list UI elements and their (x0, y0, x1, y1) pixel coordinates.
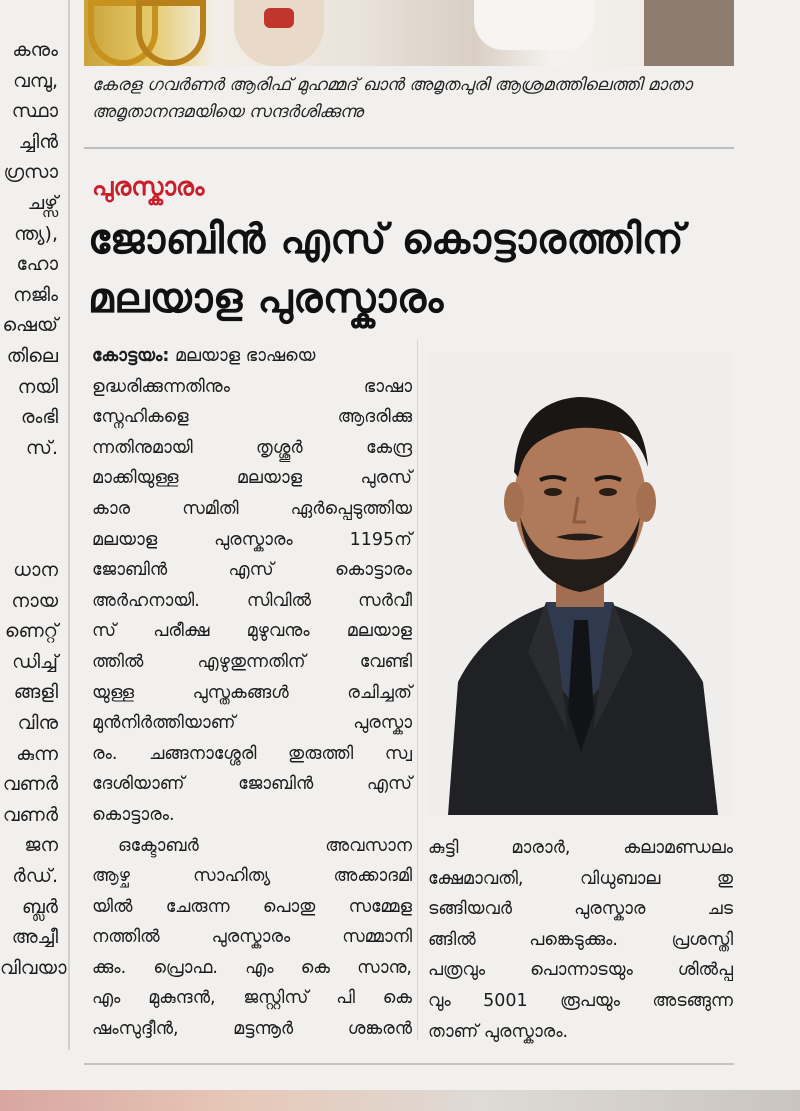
body-text-line: നത്തിൽ പുരസ്കാരം സമ്മാനി (92, 927, 412, 948)
side-text-line: താണ് പുരസ്കാരം. (428, 1021, 569, 1042)
side-text-line: പത്രവും പൊന്നാടയും ശിൽപ്പ (428, 960, 733, 981)
adjacent-text-line: ചഴ്സ് (27, 191, 58, 214)
body-text-line: ന്നതിനുമായി തൃശ്ശൂർ കേന്ദ്ര (92, 437, 412, 458)
adjacent-text-line: നായ (11, 589, 58, 612)
article-continuation (428, 833, 733, 1047)
body-text-line: യുള്ള പുസ്തകങ്ങൾ രചിച്ചത് (92, 682, 412, 703)
body-text-line: സ് പരീക്ഷ മുഴുവനും മലയാള (92, 621, 412, 642)
body-text-line: കാര സമിതി ഏർപ്പെടുത്തിയ (92, 498, 412, 519)
adjacent-text-line: ച്ചിൻ (18, 130, 58, 153)
body-text-line: ത്തിൽ എഴുതുന്നതിന് വേണ്ടി (92, 651, 412, 672)
body-text-line: രം. ചങ്ങനാശ്ശേരി തുരുത്തി സ്വ (92, 743, 412, 764)
side-text-line: ങ്ങിൽ പങ്കെടുക്കും. പ്രശസ്തി (428, 929, 733, 950)
dateline: കോട്ടയം: (92, 346, 170, 366)
adjacent-text-line: വണർ (2, 803, 58, 826)
body-text-line: എം മുകുന്ദൻ, ജസ്റ്റിസ് പി കെ (92, 988, 412, 1009)
body-text-line: മാക്കിയുള്ള മലയാള പുരസ് (92, 468, 412, 489)
body-text: മലയാള ഭാഷയെ (169, 346, 316, 366)
body-text-line: മലയാള പുരസ്കാരം 1195ന് (92, 529, 412, 550)
adjacent-text-line: നജിം (13, 283, 58, 306)
adjacent-text-line: ഷെയ് (2, 314, 58, 337)
photo-caption: കേരള ഗവർണർ ആരിഫ് മുഹമ്മദ് ഖാൻ അമൃതപുരി ആശ്രമത്തിലെത്തി മാതാ അമൃതാനന്ദമയിയെ സന്ദർശിക്കുന്നു (92, 75, 692, 122)
body-text-line: ദേശിയാണ് ജോബിൻ എസ് (92, 774, 412, 795)
side-text-line: ടങ്ങിയവർ പുരസ്കാര ചട (428, 899, 733, 920)
next-page-strip (0, 1090, 800, 1111)
adjacent-text-line: ഗ്രസാ (3, 161, 58, 184)
adjacent-text-line: ണെറ്റ് (4, 620, 58, 643)
headline-line-1: ജോബിൻ എസ് കൊട്ടാരത്തിന് (88, 215, 684, 263)
body-text-line: കൊട്ടാരം. (92, 804, 175, 825)
adjacent-text-line: ഹോ (16, 253, 58, 276)
adjacent-text-line (0, 463, 58, 494)
adjacent-text-line: ഡിച്ച് (12, 650, 58, 673)
body-text-line: സ്നേഹികളെ ആദരിക്കു (92, 407, 412, 428)
adjacent-text-line: കുന്ന (16, 742, 58, 765)
side-text-line: വും 5001 രൂപയും അടങ്ങുന്ന (428, 990, 733, 1011)
adjacent-text-line: സ്. (25, 436, 58, 459)
adjacent-text-line: വണർ (2, 773, 58, 796)
body-text-line: ഉദ്ധരിക്കുന്നതിനും ഭാഷാ (92, 376, 412, 397)
side-text-line: കുട്ടി മാരാർ, കലാമണ്ഡലം (428, 838, 733, 858)
body-text-line: അർഹനായി. സിവിൽ സർവീ (92, 590, 412, 611)
article-body (92, 341, 412, 1045)
adjacent-text-line: രംഭി (20, 406, 58, 429)
body-text-line: മുൻനിർത്തിയാണ് പുരസ്കാ (92, 713, 412, 734)
adjacent-text-line: അച്ചീ (11, 926, 58, 949)
adjacent-text-line: വമ്പു, (13, 69, 58, 92)
body-text-line (92, 341, 412, 372)
body-text-line: ജോബിൻ എസ് കൊട്ടാരം (92, 560, 412, 581)
adjacent-text-line (0, 525, 58, 556)
body-text-line: യിൽ ചേരുന്ന പൊതു സമ്മേള (92, 896, 412, 917)
body-text-line: ഷംസുദ്ദീൻ, മട്ടന്നൂർ ശങ്കരൻ (92, 1019, 412, 1040)
portrait-photo (428, 352, 731, 815)
body-text-line: ഒക്ടോബർ അവസാന (118, 835, 412, 856)
body-text-line: ആഴ്ച സാഹിത്യ അക്കാദമി (92, 866, 412, 887)
section-kicker: പുരസ്കാരം (92, 172, 205, 201)
adjacent-text-line: വിനു (17, 712, 58, 735)
inner-column-divider (417, 340, 418, 1040)
body-text-line: ക്കും. പ്രൊഫ. എം കെ സാനു, (92, 957, 412, 978)
headline-line-2: മലയാള പുരസ്കാരം (88, 274, 444, 322)
side-text-line: ക്ഷേമാവതി, വിധുബാല തു (428, 868, 733, 889)
adjacent-text-line: കനും (12, 39, 58, 61)
adjacent-article-column (0, 35, 67, 983)
portrait-illustration (428, 352, 731, 815)
adjacent-text-line: ന്ത്യ), (14, 222, 58, 245)
column-divider (68, 0, 70, 1050)
adjacent-text-line: ങ്ങളി (13, 681, 58, 704)
adjacent-text-line: ധാന (13, 559, 58, 582)
adjacent-text-line: നയി (17, 375, 58, 398)
adjacent-text-line (0, 494, 58, 525)
adjacent-text-line: സ്ഥാ (11, 100, 58, 123)
adjacent-text-line: തിലെ (6, 344, 58, 367)
caption-divider (84, 147, 734, 149)
adjacent-text-line: വിവയാ (0, 956, 67, 979)
governor-visit-photo (84, 0, 734, 66)
bottom-divider (84, 1063, 734, 1065)
adjacent-text-line: ർഡ്. (12, 865, 58, 888)
adjacent-text-line: ബ്ലർ (21, 895, 58, 918)
adjacent-text-line: ജന (24, 834, 58, 857)
